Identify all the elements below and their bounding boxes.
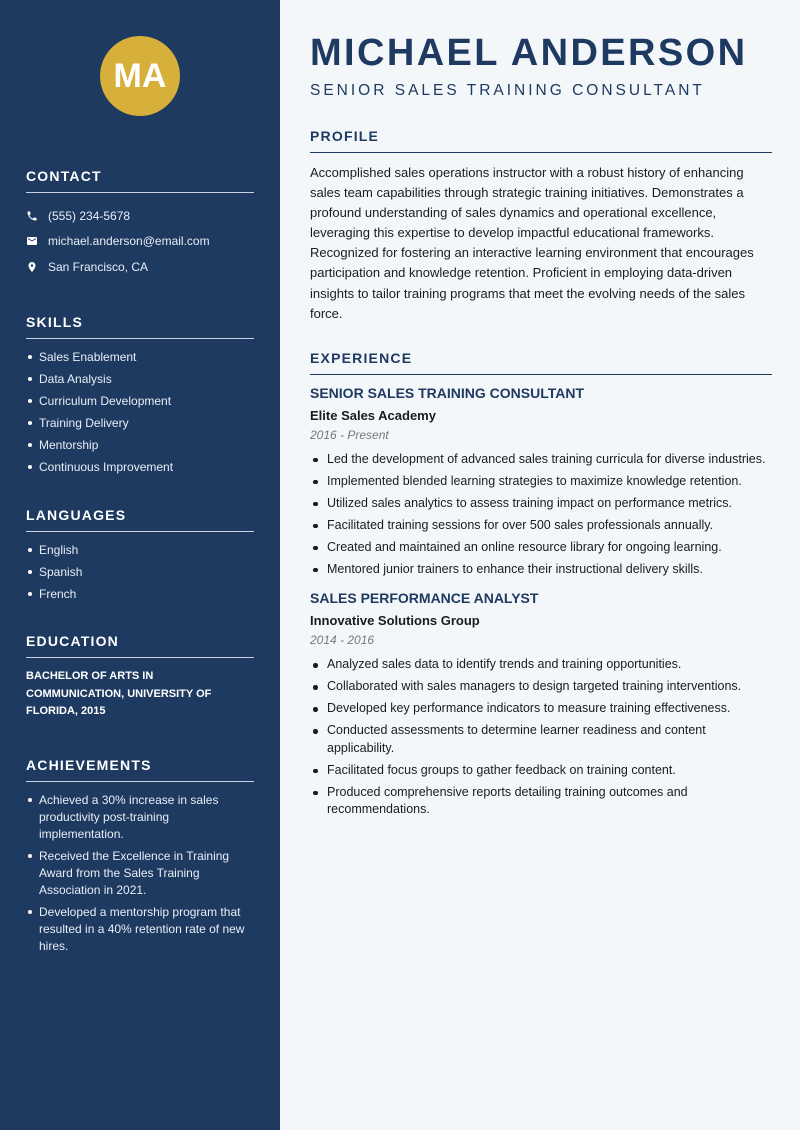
phone-icon [26, 210, 38, 222]
list-item: Implemented blended learning strategies to maximize knowledge retention. [310, 473, 772, 491]
list-item: Received the Excellence in Training Award from the Sales Training Association in 2021. [26, 848, 254, 899]
list-item: Facilitated training sessions for over 500 sales professionals annually. [310, 517, 772, 535]
email-icon [26, 235, 38, 247]
sidebar [0, 0, 280, 1130]
list-item: Developed key performance indicators to measure training effectiveness. [310, 700, 772, 718]
list-item: Curriculum Development [26, 393, 254, 415]
list-item: Utilized sales analytics to assess training impact on performance metrics. [310, 495, 772, 513]
list-item: Continuous Improvement [26, 459, 254, 481]
skills-list [26, 349, 254, 482]
languages-section [26, 507, 254, 609]
contact-section [26, 168, 254, 280]
profile-heading: PROFILE [310, 128, 772, 153]
main-content [310, 0, 772, 823]
job-dates: 2014 - 2016 [310, 633, 375, 648]
list-item: Training Delivery [26, 415, 254, 437]
job-entry [310, 590, 772, 819]
list-item: French [26, 586, 254, 608]
list-item: Led the development of advanced sales training curricula for diverse industries. [310, 451, 772, 469]
list-item: Produced comprehensive reports detailing training outcomes and recommendations. [310, 784, 772, 819]
contact-phone: (555) 234-5678 [26, 203, 254, 229]
languages-heading: LANGUAGES [26, 507, 254, 532]
avatar: MA [100, 36, 180, 116]
skills-section [26, 314, 254, 482]
achievements-section [26, 757, 254, 955]
list-item: Achieved a 30% increase in sales productivity post-training implementation. [26, 792, 254, 843]
job-entry [310, 385, 772, 579]
list-item: Analyzed sales data to identify trends and training opportunities. [310, 656, 772, 674]
list-item: Conducted assessments to determine learner readiness and content applicability. [310, 722, 772, 757]
candidate-name: MICHAEL ANDERSON [310, 32, 748, 74]
job-company: Elite Sales Academy [310, 407, 436, 423]
candidate-title: SENIOR SALES TRAINING CONSULTANT [310, 82, 705, 99]
list-item: Developed a mentorship program that resulted in a 40% retention rate of new hires. [26, 904, 254, 955]
languages-list [26, 542, 254, 609]
experience-heading: EXPERIENCE [310, 350, 772, 375]
job-company: Innovative Solutions Group [310, 613, 480, 629]
skills-heading: SKILLS [26, 314, 254, 339]
list-item: Collaborated with sales managers to design targeted training interventions. [310, 678, 772, 696]
education-entry: BACHELOR OF ARTS IN COMMUNICATION, UNIVERSITY OF FLORIDA, 2015 [26, 670, 212, 718]
job-bullets [310, 656, 772, 819]
location-pin-icon [26, 261, 38, 273]
contact-email: michael.anderson@email.com [26, 229, 254, 255]
education-section [26, 633, 254, 721]
list-item: Mentorship [26, 437, 254, 459]
education-heading: EDUCATION [26, 633, 254, 658]
list-item: Spanish [26, 564, 254, 586]
achievements-list [26, 792, 254, 955]
job-dates: 2016 - Present [310, 427, 389, 442]
job-title: SALES PERFORMANCE ANALYST [310, 590, 539, 607]
contact-heading: CONTACT [26, 168, 254, 193]
list-item: English [26, 542, 254, 564]
contact-location: San Francisco, CA [26, 254, 254, 280]
experience-section [310, 350, 772, 819]
job-bullets [310, 451, 772, 579]
list-item: Data Analysis [26, 371, 254, 393]
achievements-heading: ACHIEVEMENTS [26, 757, 254, 782]
list-item: Facilitated focus groups to gather feedback on training content. [310, 762, 772, 780]
profile-text: Accomplished sales operations instructor with a robust history of enhancing sales team capabilities through strategic training initiatives. Demonstrates a profound understanding of sales dynamics and operational excellence, leveraging this expertise to develop impactful educational frameworks. Recognized for fostering an interactive learning environment that encourages participation and knowledge retention. Proficient in employing data-driven insights to tailor training programs that meet the evolving needs of the sales force. [310, 165, 754, 321]
job-title: SENIOR SALES TRAINING CONSULTANT [310, 384, 585, 401]
list-item: Created and maintained an online resource library for ongoing learning. [310, 539, 772, 557]
list-item: Sales Enablement [26, 349, 254, 371]
profile-section [310, 128, 772, 324]
list-item: Mentored junior trainers to enhance their instructional delivery skills. [310, 561, 772, 579]
